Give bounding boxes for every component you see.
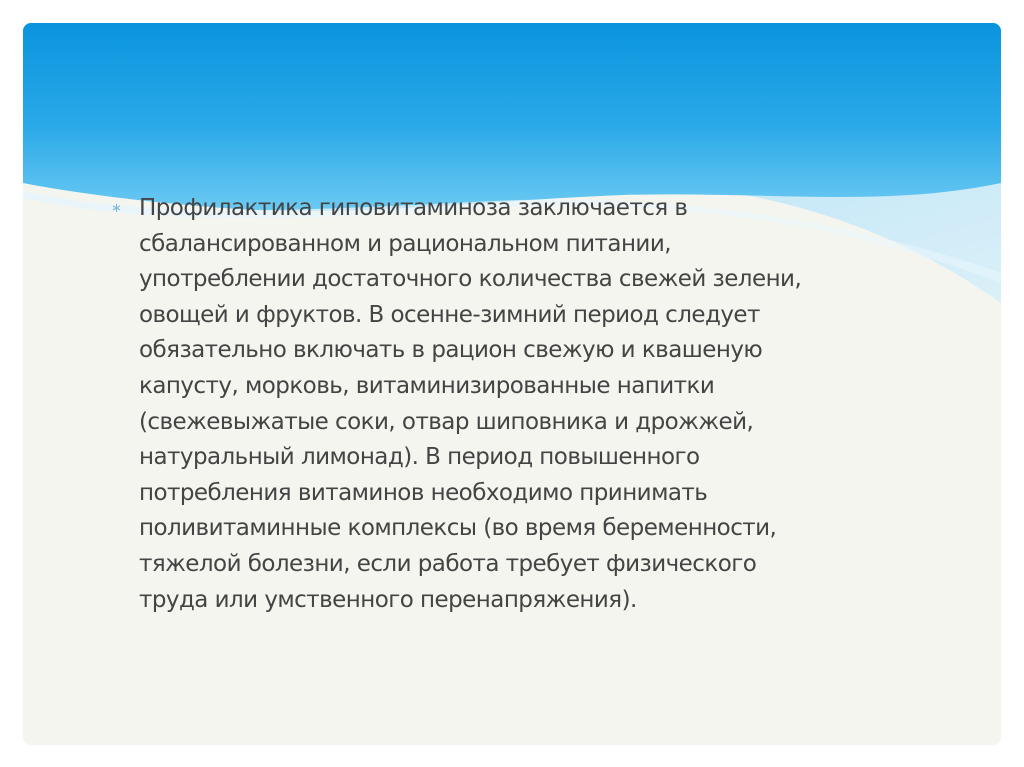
header-wave-main (23, 23, 1001, 211)
bullet-asterisk-icon: ∗ (111, 201, 122, 216)
paragraph-line-7: (свежевыжатые соки, отвар шиповника и дрожжей, (139, 408, 754, 435)
paragraph-line-4: овощей и фруктов. В осенне-зимний период следует (139, 301, 760, 328)
paragraph-line-8: натуральный лимонад). В период повышенного (139, 444, 700, 471)
paragraph-line-5: обязательно включать в рацион свежую и квашеную (139, 337, 763, 364)
paragraph-line-3: употреблении достаточного количества свежей зелени, (139, 266, 802, 293)
paragraph-line-10: поливитаминные комплексы (во время беременности, (139, 515, 777, 542)
paragraph-line-9: потребления витаминов необходимо принимать (139, 479, 708, 506)
bullet-paragraph (139, 191, 801, 618)
paragraph-line-6: капусту, морковь, витаминизированные напитки (139, 372, 715, 399)
content-area (111, 191, 911, 618)
bullet-item (111, 191, 911, 618)
paragraph-line-1: Профилактика гиповитаминоза заключается в (139, 195, 688, 221)
paragraph-line-11: тяжелой болезни, если работа требует физического (139, 550, 757, 577)
slide (23, 23, 1001, 745)
paragraph-line-2: сбалансированном и рациональном питании, (139, 230, 671, 257)
paragraph-line-12: труда или умственного перенапряжения). (139, 586, 637, 613)
